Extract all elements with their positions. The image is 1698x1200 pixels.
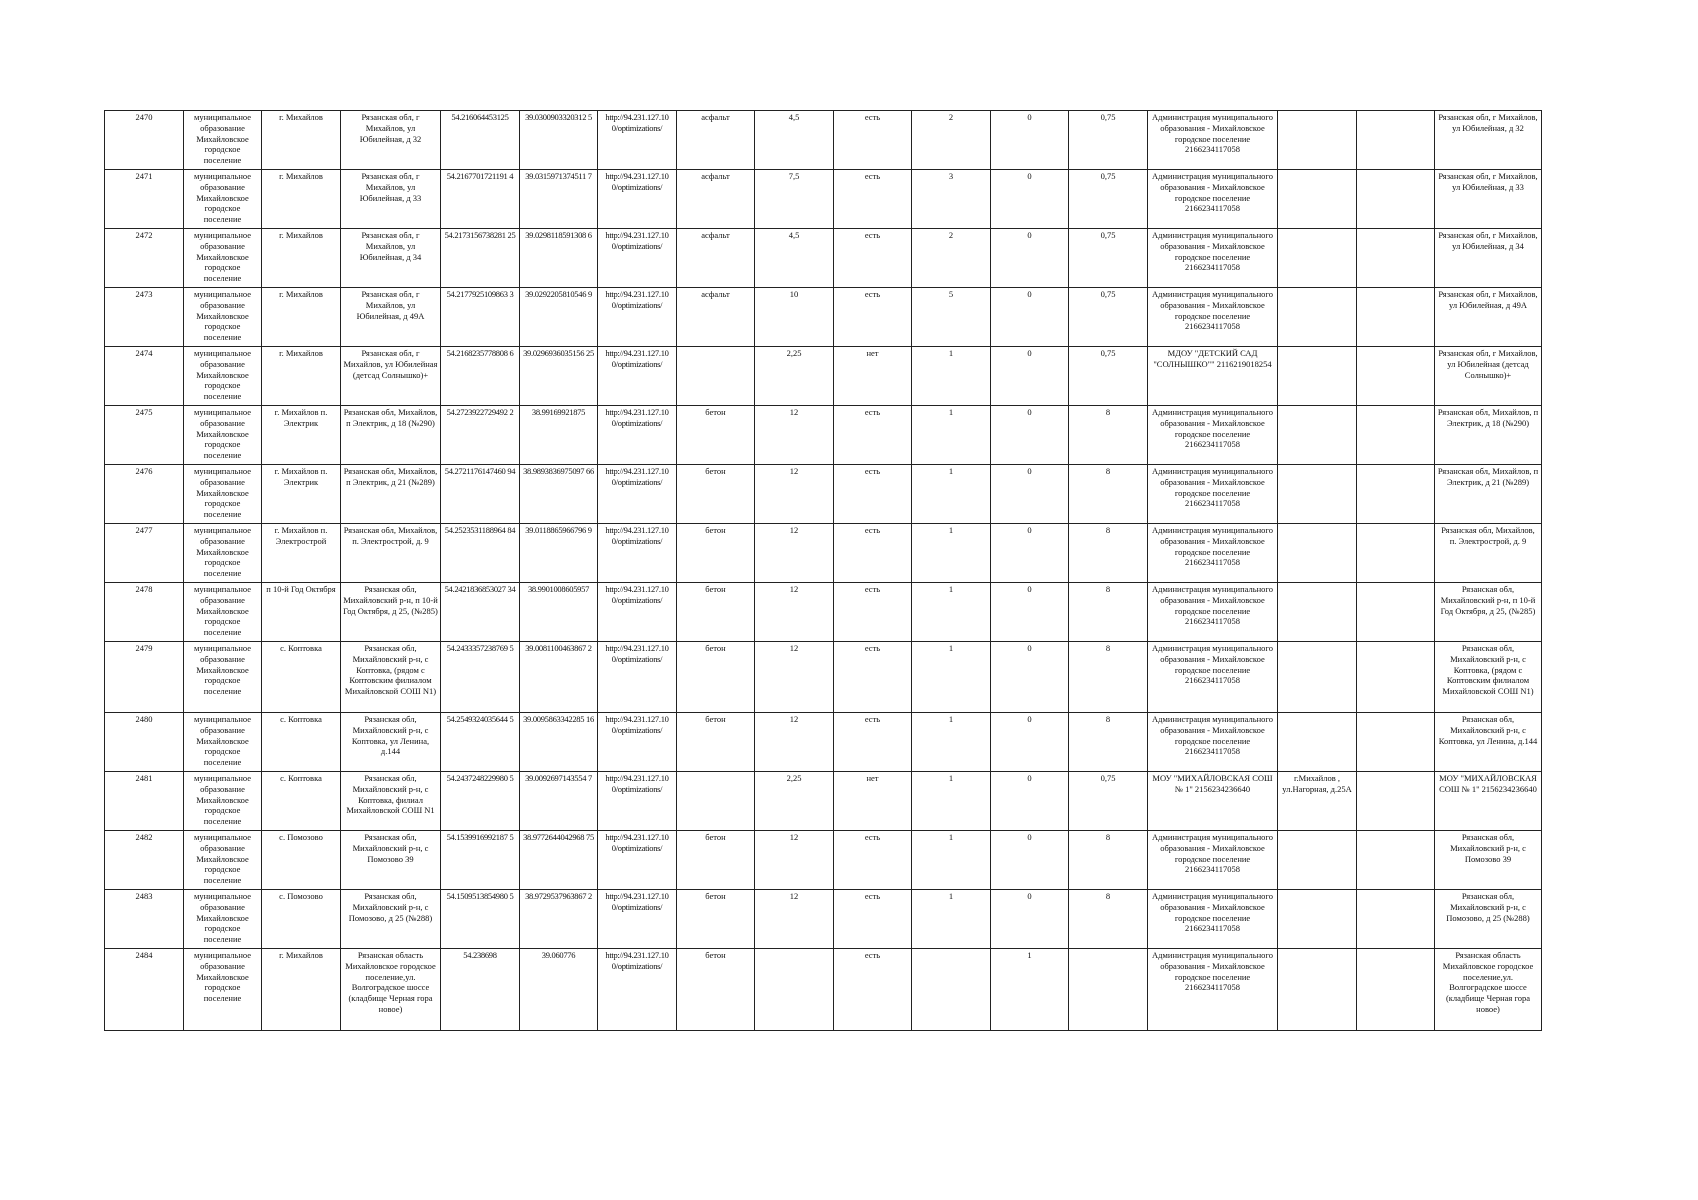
surface-cell: бетон (677, 642, 755, 713)
settlement-cell: с. Помозово (262, 831, 341, 890)
map-url-cell: http://94.231.127.10 0/optimizations/ (598, 347, 677, 406)
source-address-cell: МОУ "МИХАЙЛОВСКАЯ СОШ № 1" 2156234236640 (1435, 772, 1542, 831)
owner-address-cell (1278, 170, 1357, 229)
surface-cell: бетон (677, 406, 755, 465)
area-cell: 2,25 (755, 772, 834, 831)
map-url-cell: http://94.231.127.10 0/optimizations/ (598, 288, 677, 347)
municipality-cell: муниципальное образование Михайловское городское поселение (184, 949, 262, 1031)
source-address-cell: Рязанская обл, Михайловский р-н, с Коптовка, (рядом с Коптовским филиалом Михайловской СОШ N1) (1435, 642, 1542, 713)
container-volume-cell: 0,75 (1069, 288, 1148, 347)
surface-cell: бетон (677, 713, 755, 772)
latitude-cell: 54.238698 (441, 949, 520, 1031)
containers-other-cell: 0 (991, 583, 1069, 642)
area-cell: 12 (755, 465, 834, 524)
area-cell: 4,5 (755, 229, 834, 288)
address-cell: Рязанская обл, г Михайлов, ул Юбилейная (детсад Солнышко)+ (341, 347, 441, 406)
municipality-cell: муниципальное образование Михайловское городское поселение (184, 772, 262, 831)
owner-cell: Администрация муниципального образования - Михайловское городское поселение 2166234117058 (1148, 229, 1278, 288)
containers-count-cell: 2 (912, 229, 991, 288)
extra-cell (1357, 772, 1435, 831)
latitude-cell: 54.1509513854980 5 (441, 890, 520, 949)
source-address-cell: Рязанская обл, Михайловский р-н, п 10-й Год Октября, д 25, (№285) (1435, 583, 1542, 642)
container-volume-cell (1069, 949, 1148, 1031)
source-address-cell: Рязанская обл, г Михайлов, ул Юбилейная, д 32 (1435, 111, 1542, 170)
extra-cell (1357, 890, 1435, 949)
municipality-cell: муниципальное образование Михайловское городское поселение (184, 406, 262, 465)
containers-count-cell: 1 (912, 347, 991, 406)
surface-cell: асфальт (677, 288, 755, 347)
area-cell (755, 949, 834, 1031)
map-url-cell: http://94.231.127.10 0/optimizations/ (598, 949, 677, 1031)
containers-count-cell: 2 (912, 111, 991, 170)
table-row (105, 831, 1542, 890)
municipality-cell: муниципальное образование Михайловское городское поселение (184, 642, 262, 713)
area-cell: 12 (755, 890, 834, 949)
address-cell: Рязанская обл, Михайловский р-н, п 10-й Год Октября, д 25, (№285) (341, 583, 441, 642)
owner-cell: МДОУ "ДЕТСКИЙ САД "СОЛНЫШКО"" 2116219018254 (1148, 347, 1278, 406)
address-cell: Рязанская обл, Михайлов, п Электрик, д 21 (№289) (341, 465, 441, 524)
table-row (105, 949, 1542, 1031)
container-volume-cell: 8 (1069, 831, 1148, 890)
settlement-cell: с. Коптовка (262, 772, 341, 831)
latitude-cell: 54.1539916992187 5 (441, 831, 520, 890)
row-number: 2483 (105, 890, 184, 949)
fence-cell: есть (834, 524, 912, 583)
map-url-cell: http://94.231.127.10 0/optimizations/ (598, 406, 677, 465)
extra-cell (1357, 347, 1435, 406)
map-url-cell: http://94.231.127.10 0/optimizations/ (598, 831, 677, 890)
longitude-cell: 38.99169921875 (520, 406, 598, 465)
fence-cell: есть (834, 890, 912, 949)
settlement-cell: п 10-й Год Октября (262, 583, 341, 642)
containers-other-cell: 0 (991, 170, 1069, 229)
map-url-cell: http://94.231.127.10 0/optimizations/ (598, 772, 677, 831)
fence-cell: есть (834, 831, 912, 890)
area-cell: 12 (755, 583, 834, 642)
surface-cell: бетон (677, 524, 755, 583)
municipality-cell: муниципальное образование Михайловское городское поселение (184, 111, 262, 170)
area-cell: 12 (755, 524, 834, 583)
municipality-cell: муниципальное образование Михайловское городское поселение (184, 890, 262, 949)
address-cell: Рязанская обл, Михайловский р-н, с Помозово 39 (341, 831, 441, 890)
longitude-cell: 39.0298118591308 6 (520, 229, 598, 288)
owner-cell: Администрация муниципального образования - Михайловское городское поселение 2166234117058 (1148, 831, 1278, 890)
source-address-cell: Рязанская обл, Михайлов, п. Электрострой, д. 9 (1435, 524, 1542, 583)
owner-address-cell: г.Михайлов , ул.Нагорная, д.25А (1278, 772, 1357, 831)
containers-count-cell: 3 (912, 170, 991, 229)
map-url-cell: http://94.231.127.10 0/optimizations/ (598, 642, 677, 713)
source-address-cell: Рязанская обл, Михайловский р-н, с Помозово, д 25 (№288) (1435, 890, 1542, 949)
table-row (105, 772, 1542, 831)
fence-cell: есть (834, 949, 912, 1031)
latitude-cell: 54.2721176147460 94 (441, 465, 520, 524)
extra-cell (1357, 465, 1435, 524)
table-row (105, 111, 1542, 170)
containers-other-cell: 0 (991, 524, 1069, 583)
surface-cell: асфальт (677, 170, 755, 229)
fence-cell: есть (834, 170, 912, 229)
settlement-cell: г. Михайлов (262, 111, 341, 170)
extra-cell (1357, 831, 1435, 890)
longitude-cell: 39.0315971374511 7 (520, 170, 598, 229)
owner-address-cell (1278, 949, 1357, 1031)
area-cell: 10 (755, 288, 834, 347)
container-volume-cell: 0,75 (1069, 111, 1148, 170)
containers-count-cell: 5 (912, 288, 991, 347)
fence-cell: есть (834, 642, 912, 713)
latitude-cell: 54.2173156738281 25 (441, 229, 520, 288)
owner-address-cell (1278, 524, 1357, 583)
settlement-cell: г. Михайлов (262, 347, 341, 406)
containers-count-cell: 1 (912, 642, 991, 713)
table-row (105, 583, 1542, 642)
area-cell: 4,5 (755, 111, 834, 170)
address-cell: Рязанская обл, г Михайлов, ул Юбилейная, д 32 (341, 111, 441, 170)
municipality-cell: муниципальное образование Михайловское городское поселение (184, 524, 262, 583)
table-row (105, 890, 1542, 949)
table-row (105, 642, 1542, 713)
map-url-cell: http://94.231.127.10 0/optimizations/ (598, 229, 677, 288)
containers-other-cell: 0 (991, 713, 1069, 772)
fence-cell: есть (834, 713, 912, 772)
containers-other-cell: 0 (991, 890, 1069, 949)
address-cell: Рязанская обл, Михайловский р-н, с Коптовка, (рядом с Коптовским филиалом Михайловской СОШ N1) (341, 642, 441, 713)
container-volume-cell: 0,75 (1069, 772, 1148, 831)
table-row (105, 465, 1542, 524)
settlement-cell: г. Михайлов п. Электрик (262, 406, 341, 465)
waste-site-registry-table (104, 110, 1542, 1031)
containers-count-cell (912, 949, 991, 1031)
row-number: 2479 (105, 642, 184, 713)
owner-cell: Администрация муниципального образования - Михайловское городское поселение 2166234117058 (1148, 583, 1278, 642)
longitude-cell: 38.9729537963867 2 (520, 890, 598, 949)
table-row (105, 170, 1542, 229)
containers-other-cell: 0 (991, 772, 1069, 831)
containers-other-cell: 0 (991, 406, 1069, 465)
municipality-cell: муниципальное образование Михайловское городское поселение (184, 170, 262, 229)
fence-cell: есть (834, 229, 912, 288)
settlement-cell: г. Михайлов (262, 949, 341, 1031)
owner-address-cell (1278, 406, 1357, 465)
address-cell: Рязанская обл, Михайловский р-н, с Помозово, д 25 (№288) (341, 890, 441, 949)
containers-count-cell: 1 (912, 406, 991, 465)
area-cell: 2,25 (755, 347, 834, 406)
source-address-cell: Рязанская обл, Михайловский р-н, с Помозово 39 (1435, 831, 1542, 890)
settlement-cell: с. Коптовка (262, 642, 341, 713)
containers-count-cell: 1 (912, 831, 991, 890)
address-cell: Рязанская обл, Михайлов, п. Электрострой, д. 9 (341, 524, 441, 583)
container-volume-cell: 0,75 (1069, 170, 1148, 229)
municipality-cell: муниципальное образование Михайловское городское поселение (184, 831, 262, 890)
row-number: 2474 (105, 347, 184, 406)
owner-address-cell (1278, 229, 1357, 288)
owner-address-cell (1278, 347, 1357, 406)
map-url-cell: http://94.231.127.10 0/optimizations/ (598, 465, 677, 524)
owner-cell: Администрация муниципального образования - Михайловское городское поселение 2166234117058 (1148, 288, 1278, 347)
longitude-cell: 38.9772644042968 75 (520, 831, 598, 890)
latitude-cell: 54.2523531188964 84 (441, 524, 520, 583)
settlement-cell: г. Михайлов п. Электрик (262, 465, 341, 524)
row-number: 2476 (105, 465, 184, 524)
source-address-cell: Рязанская обл, Михайлов, п Электрик, д 18 (№290) (1435, 406, 1542, 465)
table-row (105, 406, 1542, 465)
container-volume-cell: 8 (1069, 406, 1148, 465)
containers-count-cell: 1 (912, 583, 991, 642)
surface-cell: бетон (677, 890, 755, 949)
owner-address-cell (1278, 465, 1357, 524)
extra-cell (1357, 949, 1435, 1031)
surface-cell: бетон (677, 831, 755, 890)
municipality-cell: муниципальное образование Михайловское городское поселение (184, 288, 262, 347)
latitude-cell: 54.216064453125 (441, 111, 520, 170)
owner-cell: Администрация муниципального образования - Михайловское городское поселение 2166234117058 (1148, 949, 1278, 1031)
table-row (105, 524, 1542, 583)
owner-address-cell (1278, 288, 1357, 347)
row-number: 2471 (105, 170, 184, 229)
map-url-cell: http://94.231.127.10 0/optimizations/ (598, 111, 677, 170)
latitude-cell: 54.2437248229980 5 (441, 772, 520, 831)
extra-cell (1357, 170, 1435, 229)
owner-cell: Администрация муниципального образования - Михайловское городское поселение 2166234117058 (1148, 406, 1278, 465)
owner-address-cell (1278, 642, 1357, 713)
longitude-cell: 39.0296936035156 25 (520, 347, 598, 406)
extra-cell (1357, 229, 1435, 288)
owner-address-cell (1278, 890, 1357, 949)
containers-other-cell: 0 (991, 288, 1069, 347)
containers-other-cell: 0 (991, 465, 1069, 524)
longitude-cell: 39.0292205810546 9 (520, 288, 598, 347)
surface-cell: асфальт (677, 229, 755, 288)
container-volume-cell: 8 (1069, 524, 1148, 583)
map-url-cell: http://94.231.127.10 0/optimizations/ (598, 583, 677, 642)
extra-cell (1357, 111, 1435, 170)
address-cell: Рязанская обл, г Михайлов, ул Юбилейная, д 33 (341, 170, 441, 229)
latitude-cell: 54.2168235778808 6 (441, 347, 520, 406)
map-url-cell: http://94.231.127.10 0/optimizations/ (598, 713, 677, 772)
extra-cell (1357, 642, 1435, 713)
address-cell: Рязанская обл, Михайлов, п Электрик, д 18 (№290) (341, 406, 441, 465)
latitude-cell: 54.2549324035644 5 (441, 713, 520, 772)
containers-count-cell: 1 (912, 713, 991, 772)
containers-count-cell: 1 (912, 890, 991, 949)
owner-cell: МОУ "МИХАЙЛОВСКАЯ СОШ № 1" 2156234236640 (1148, 772, 1278, 831)
latitude-cell: 54.2723922729492 2 (441, 406, 520, 465)
source-address-cell: Рязанская область Михайловское городское поселение,ул. Волгоградское шоссе (кладбище Черная гора новое) (1435, 949, 1542, 1031)
surface-cell: бетон (677, 583, 755, 642)
row-number: 2470 (105, 111, 184, 170)
container-volume-cell: 0,75 (1069, 347, 1148, 406)
latitude-cell: 54.2177925109863 3 (441, 288, 520, 347)
extra-cell (1357, 713, 1435, 772)
table-row (105, 713, 1542, 772)
table-row (105, 288, 1542, 347)
latitude-cell: 54.2433357238769 5 (441, 642, 520, 713)
container-volume-cell: 8 (1069, 642, 1148, 713)
owner-cell: Администрация муниципального образования - Михайловское городское поселение 2166234117058 (1148, 524, 1278, 583)
containers-other-cell: 0 (991, 229, 1069, 288)
extra-cell (1357, 583, 1435, 642)
owner-address-cell (1278, 831, 1357, 890)
longitude-cell: 39.0092697143554 7 (520, 772, 598, 831)
surface-cell (677, 772, 755, 831)
settlement-cell: г. Михайлов п. Электрострой (262, 524, 341, 583)
row-number: 2482 (105, 831, 184, 890)
extra-cell (1357, 406, 1435, 465)
container-volume-cell: 8 (1069, 465, 1148, 524)
owner-address-cell (1278, 111, 1357, 170)
area-cell: 7,5 (755, 170, 834, 229)
row-number: 2481 (105, 772, 184, 831)
fence-cell: есть (834, 406, 912, 465)
owner-cell: Администрация муниципального образования - Михайловское городское поселение 2166234117058 (1148, 170, 1278, 229)
municipality-cell: муниципальное образование Михайловское городское поселение (184, 465, 262, 524)
surface-cell: бетон (677, 465, 755, 524)
settlement-cell: с. Коптовка (262, 713, 341, 772)
source-address-cell: Рязанская обл, Михайлов, п Электрик, д 21 (№289) (1435, 465, 1542, 524)
longitude-cell: 39.060776 (520, 949, 598, 1031)
containers-other-cell: 1 (991, 949, 1069, 1031)
address-cell: Рязанская область Михайловское городское поселение,ул. Волгоградское шоссе (кладбище Черная гора новое) (341, 949, 441, 1031)
containers-other-cell: 0 (991, 642, 1069, 713)
container-volume-cell: 8 (1069, 583, 1148, 642)
fence-cell: есть (834, 465, 912, 524)
fence-cell: есть (834, 583, 912, 642)
fence-cell: нет (834, 772, 912, 831)
fence-cell: есть (834, 111, 912, 170)
area-cell: 12 (755, 642, 834, 713)
fence-cell: есть (834, 288, 912, 347)
settlement-cell: с. Помозово (262, 890, 341, 949)
source-address-cell: Рязанская обл, г Михайлов, ул Юбилейная, д 49А (1435, 288, 1542, 347)
containers-count-cell: 1 (912, 465, 991, 524)
map-url-cell: http://94.231.127.10 0/optimizations/ (598, 524, 677, 583)
containers-other-cell: 0 (991, 347, 1069, 406)
container-volume-cell: 8 (1069, 890, 1148, 949)
source-address-cell: Рязанская обл, г Михайлов, ул Юбилейная, д 33 (1435, 170, 1542, 229)
owner-cell: Администрация муниципального образования - Михайловское городское поселение 2166234117058 (1148, 465, 1278, 524)
longitude-cell: 38.9901008605957 (520, 583, 598, 642)
source-address-cell: Рязанская обл, Михайловский р-н, с Коптовка, ул Ленина, д.144 (1435, 713, 1542, 772)
municipality-cell: муниципальное образование Михайловское городское поселение (184, 229, 262, 288)
municipality-cell: муниципальное образование Михайловское городское поселение (184, 713, 262, 772)
municipality-cell: муниципальное образование Михайловское городское поселение (184, 583, 262, 642)
settlement-cell: г. Михайлов (262, 288, 341, 347)
surface-cell: бетон (677, 949, 755, 1031)
source-address-cell: Рязанская обл, г Михайлов, ул Юбилейная (детсад Солнышко)+ (1435, 347, 1542, 406)
longitude-cell: 39.0118865966796 9 (520, 524, 598, 583)
table-body (105, 111, 1542, 1031)
fence-cell: нет (834, 347, 912, 406)
map-url-cell: http://94.231.127.10 0/optimizations/ (598, 890, 677, 949)
settlement-cell: г. Михайлов (262, 229, 341, 288)
owner-address-cell (1278, 713, 1357, 772)
containers-count-cell: 1 (912, 524, 991, 583)
latitude-cell: 54.2421836853027 34 (441, 583, 520, 642)
containers-other-cell: 0 (991, 111, 1069, 170)
longitude-cell: 39.0300903320312 5 (520, 111, 598, 170)
address-cell: Рязанская обл, Михайловский р-н, с Коптовка, ул Ленина, д.144 (341, 713, 441, 772)
owner-cell: Администрация муниципального образования - Михайловское городское поселение 2166234117058 (1148, 111, 1278, 170)
row-number: 2473 (105, 288, 184, 347)
owner-cell: Администрация муниципального образования - Михайловское городское поселение 2166234117058 (1148, 713, 1278, 772)
source-address-cell: Рязанская обл, г Михайлов, ул Юбилейная, д 34 (1435, 229, 1542, 288)
latitude-cell: 54.2167701721191 4 (441, 170, 520, 229)
longitude-cell: 39.0095863342285 16 (520, 713, 598, 772)
row-number: 2472 (105, 229, 184, 288)
row-number: 2484 (105, 949, 184, 1031)
address-cell: Рязанская обл, Михайловский р-н, с Коптовка, филиал Михайловской СОШ N1 (341, 772, 441, 831)
area-cell: 12 (755, 406, 834, 465)
container-volume-cell: 8 (1069, 713, 1148, 772)
extra-cell (1357, 288, 1435, 347)
area-cell: 12 (755, 831, 834, 890)
row-number: 2478 (105, 583, 184, 642)
containers-count-cell: 1 (912, 772, 991, 831)
address-cell: Рязанская обл, г Михайлов, ул Юбилейная, д 34 (341, 229, 441, 288)
owner-cell: Администрация муниципального образования - Михайловское городское поселение 2166234117058 (1148, 642, 1278, 713)
area-cell: 12 (755, 713, 834, 772)
table-row (105, 347, 1542, 406)
longitude-cell: 39.0081100463867 2 (520, 642, 598, 713)
address-cell: Рязанская обл, г Михайлов, ул Юбилейная, д 49А (341, 288, 441, 347)
longitude-cell: 38.9893836975097 66 (520, 465, 598, 524)
row-number: 2477 (105, 524, 184, 583)
row-number: 2475 (105, 406, 184, 465)
container-volume-cell: 0,75 (1069, 229, 1148, 288)
municipality-cell: муниципальное образование Михайловское городское поселение (184, 347, 262, 406)
table-row (105, 229, 1542, 288)
extra-cell (1357, 524, 1435, 583)
owner-address-cell (1278, 583, 1357, 642)
owner-cell: Администрация муниципального образования - Михайловское городское поселение 2166234117058 (1148, 890, 1278, 949)
containers-other-cell: 0 (991, 831, 1069, 890)
surface-cell: асфальт (677, 111, 755, 170)
map-url-cell: http://94.231.127.10 0/optimizations/ (598, 170, 677, 229)
settlement-cell: г. Михайлов (262, 170, 341, 229)
surface-cell (677, 347, 755, 406)
row-number: 2480 (105, 713, 184, 772)
